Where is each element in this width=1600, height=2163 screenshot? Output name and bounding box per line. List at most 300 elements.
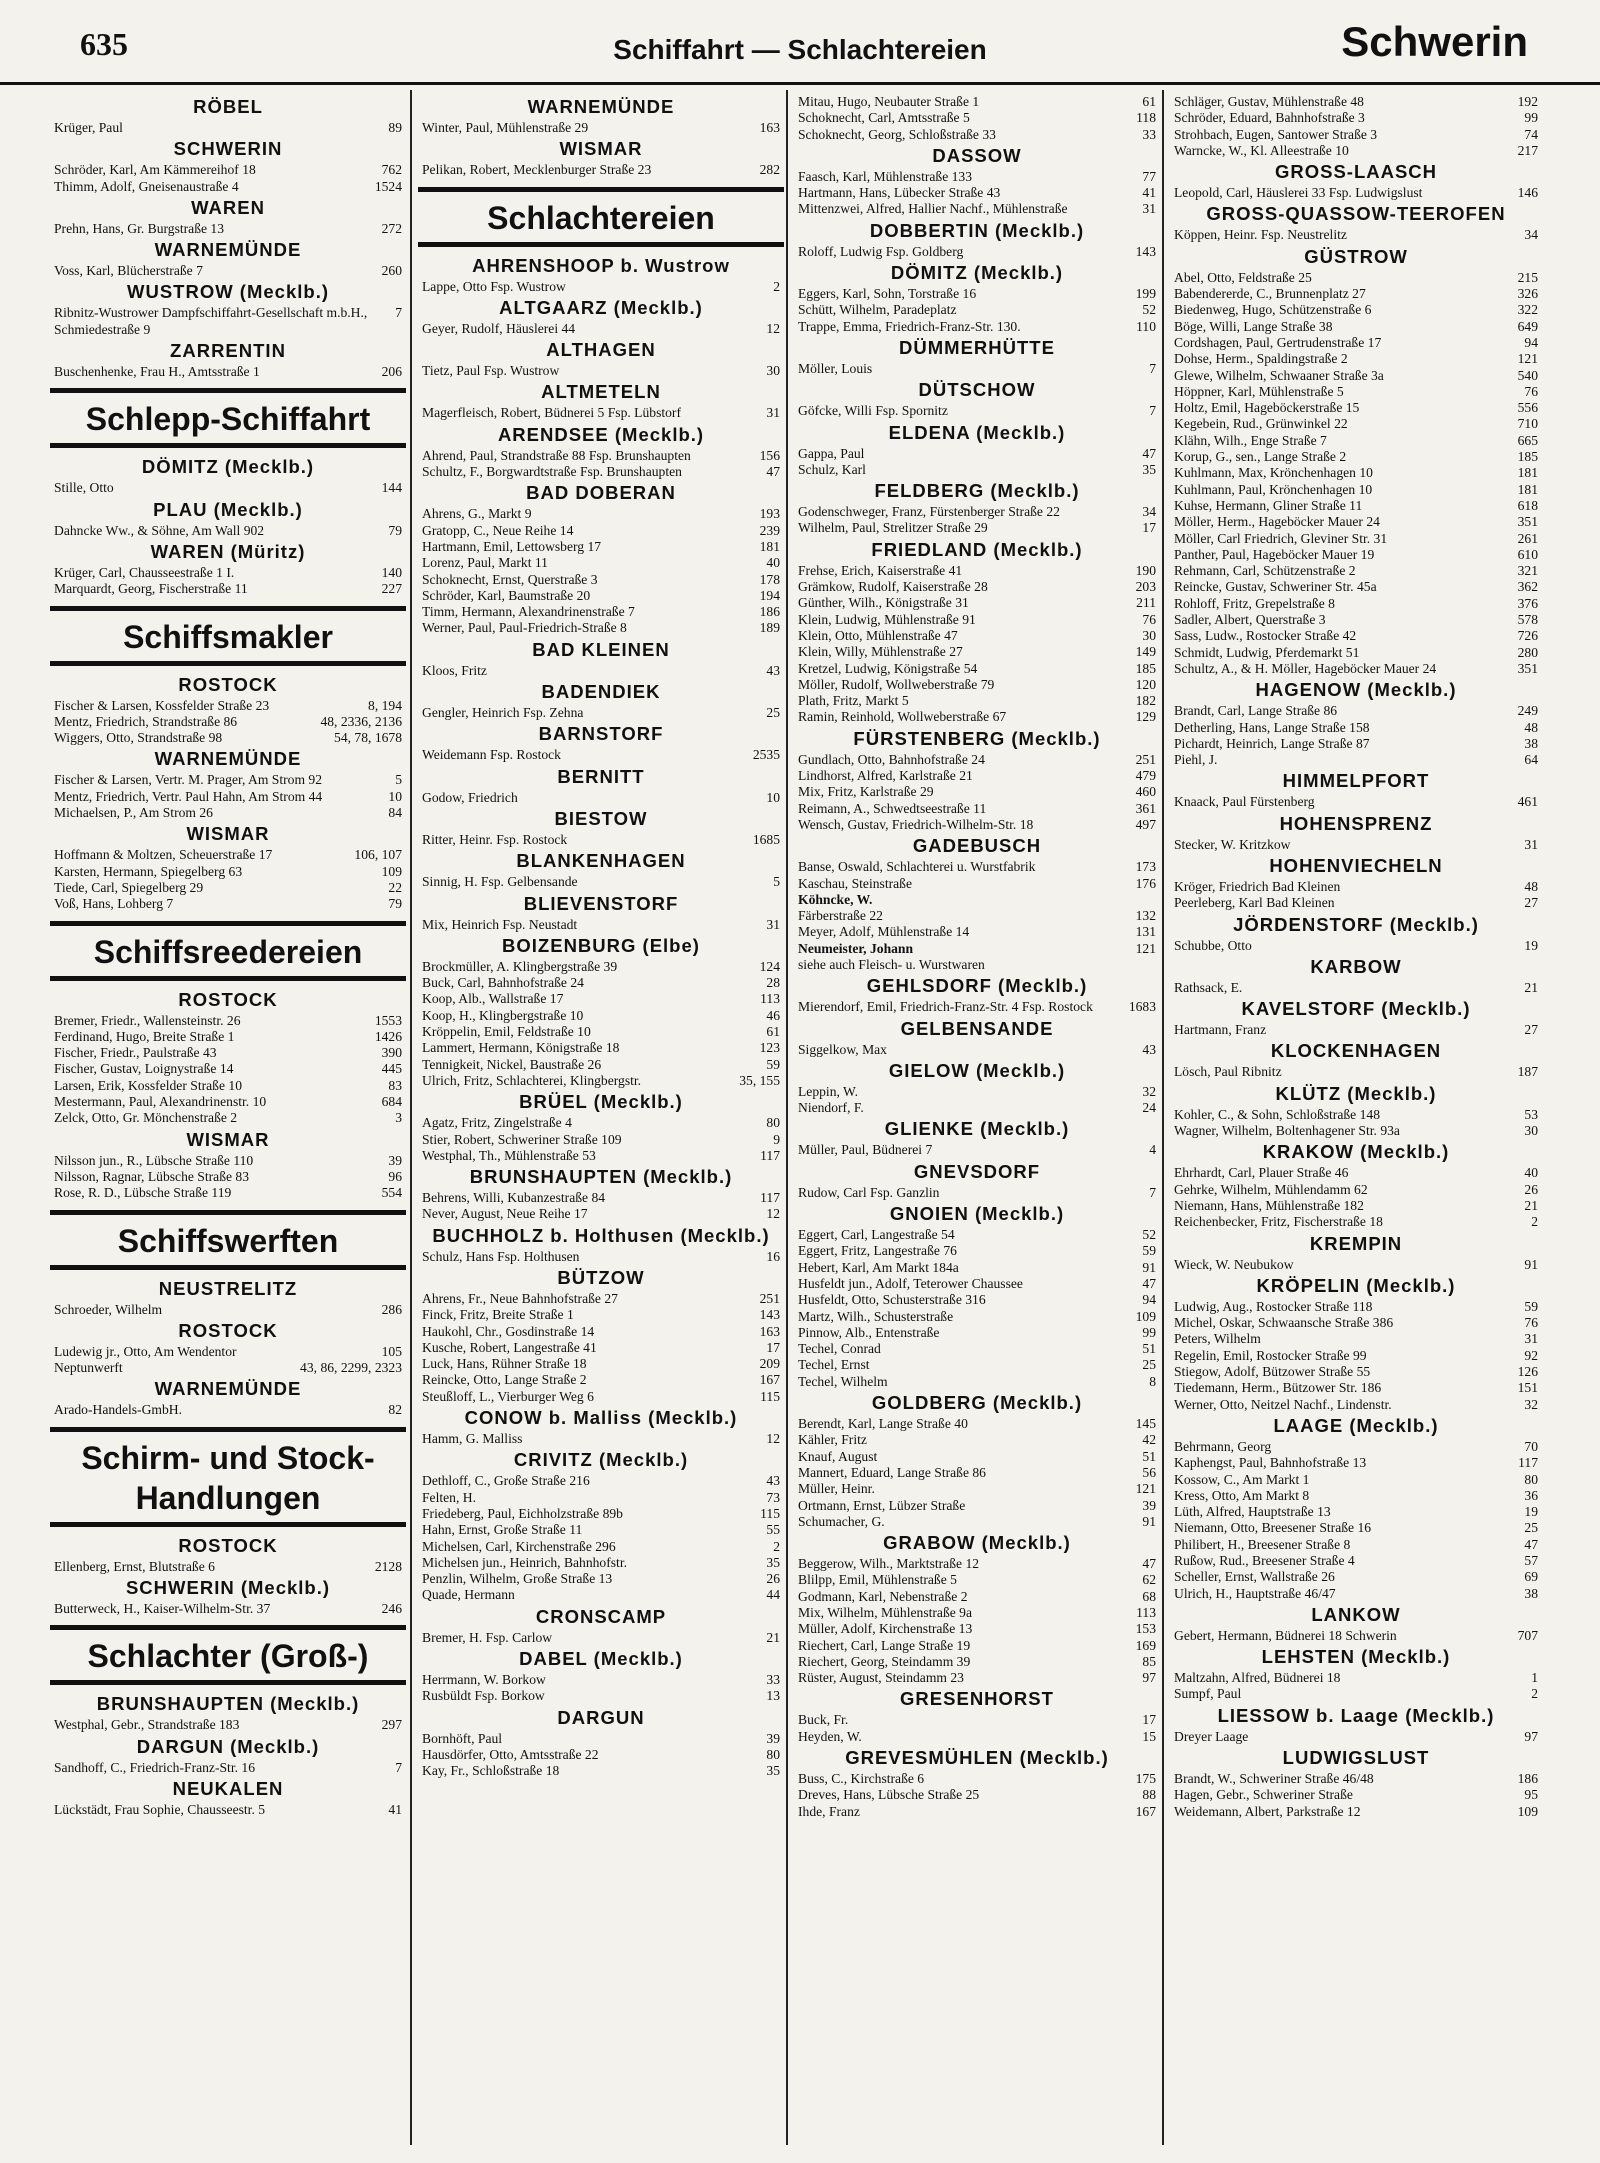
entry-name: Rehmann, Carl, Schützenstraße 2 (1174, 563, 1356, 579)
town-heading: GREVESMÜHLEN (Mecklb.) (845, 1747, 1109, 1769)
town-heading: GELBENSANDE (900, 1017, 1054, 1039)
entry-name: Werner, Otto, Neitzel Nachf., Lindenstr. (1174, 1396, 1392, 1412)
phone-number: 5 (395, 772, 402, 788)
listing-entry (422, 1057, 780, 1073)
phone-number: 73 (766, 1489, 780, 1505)
town-heading: BAD DOBERAN (526, 482, 676, 504)
listing-entry (422, 448, 780, 464)
listing-entry (1174, 612, 1538, 628)
phone-number: 140 (381, 564, 402, 580)
town-heading: BUCHHOLZ b. Holthusen (Mecklb.) (432, 1224, 770, 1246)
listing-entry (54, 1029, 402, 1045)
phone-number: 129 (1135, 709, 1156, 725)
town-heading: SCHWERIN (Mecklb.) (125, 1576, 331, 1598)
entry-name: Kähler, Fritz (798, 1432, 867, 1448)
phone-number: 181 (1517, 481, 1538, 497)
phone-number: 15 (1142, 1728, 1156, 1744)
entry-name: Rudow, Carl Fsp. Ganzlin (798, 1184, 940, 1200)
entry-name: Husfeldt jun., Adolf, Teterower Chaussee (798, 1275, 1023, 1291)
entry-name: Frehse, Erich, Kaiserstraße 41 (798, 562, 963, 578)
phone-number: 80 (766, 1115, 780, 1131)
listing-entry (422, 874, 780, 890)
phone-number: 43, 86, 2299, 2323 (300, 1360, 402, 1376)
entry-name: Tietz, Paul Fsp. Wustrow (422, 363, 560, 379)
entry-name: Steußloff, L., Vierburger Weg 6 (422, 1388, 594, 1404)
entry-name: Agatz, Fritz, Zingelstraße 4 (422, 1115, 572, 1131)
listing-entry (1174, 319, 1538, 335)
listing-entry (422, 1324, 780, 1340)
phone-number: 206 (381, 364, 402, 380)
listing-entry (798, 1556, 1156, 1572)
listing-entry (798, 1638, 1156, 1654)
phone-number: 95 (1524, 1787, 1538, 1803)
entry-name: Stille, Otto (54, 480, 114, 496)
phone-number: 39 (388, 1152, 402, 1168)
phone-number: 106, 107 (354, 847, 402, 863)
entry-name: Ihde, Franz (798, 1803, 860, 1819)
phone-number: 40 (766, 555, 780, 571)
listing-entry (1174, 1628, 1538, 1644)
listing-entry (798, 1432, 1156, 1448)
entry-name: Faasch, Karl, Mühlenstraße 133 (798, 168, 973, 184)
listing-entry (1174, 1455, 1538, 1471)
entry-name: Heyden, W. (798, 1728, 862, 1744)
listing-entry (422, 1389, 780, 1405)
listing-entry (54, 1760, 402, 1776)
phone-number: 19 (1524, 937, 1538, 953)
entry-name: Klein, Willy, Mühlenstraße 27 (798, 644, 963, 660)
town-heading: WARNEMÜNDE (154, 748, 302, 770)
listing-entry (798, 201, 1156, 217)
town-heading: WAREN (Müritz) (150, 540, 306, 562)
phone-number: 239 (759, 522, 780, 538)
listing-entry (798, 817, 1156, 833)
phone-number: 13 (766, 1688, 780, 1704)
phone-number: 181 (759, 538, 780, 554)
phone-number: 118 (1136, 110, 1156, 126)
entry-name: Stiegow, Adolf, Bützower Straße 55 (1174, 1364, 1371, 1380)
town-heading: NEUSTRELITZ (158, 1277, 298, 1299)
listing-entry (1174, 449, 1538, 465)
phone-number: 445 (381, 1061, 402, 1077)
town-heading: LANKOW (1311, 1603, 1401, 1625)
phone-number: 185 (1135, 660, 1156, 676)
entry-name: Gappa, Paul (798, 445, 865, 461)
town-heading: WARNEMÜNDE (154, 239, 302, 261)
listing-entry (422, 1522, 780, 1538)
entry-name: Ludwig, Aug., Rostocker Straße 118 (1174, 1298, 1373, 1314)
listing-entry (798, 661, 1156, 677)
phone-number: 7 (1149, 1184, 1156, 1200)
town-heading: GROSS-QUASSOW-TEEROFEN (1206, 203, 1506, 225)
phone-number: 144 (381, 480, 402, 496)
listing-entry (798, 1654, 1156, 1670)
listing-entry (1174, 1686, 1538, 1702)
listing-entry (1174, 1299, 1538, 1315)
phone-number: 94 (1524, 334, 1538, 350)
phone-number: 46 (766, 1007, 780, 1023)
entry-name: Lappe, Otto Fsp. Wustrow (422, 278, 566, 294)
listing-entry (1174, 482, 1538, 498)
entry-name: Sumpf, Paul (1174, 1686, 1242, 1702)
entry-name: Niemann, Hans, Mühlenstraße 182 (1174, 1197, 1364, 1213)
entry-name: Techel, Conrad (798, 1341, 881, 1357)
phone-number: 57 (1524, 1553, 1538, 1568)
entry-name: Klähn, Wilh., Enge Straße 7 (1174, 432, 1327, 448)
phone-number: 70 (1524, 1438, 1538, 1454)
entry-name: Weidemann, Albert, Parkstraße 12 (1174, 1803, 1361, 1819)
town-heading: LAAGE (Mecklb.) (1273, 1414, 1439, 1436)
phone-number: 9 (773, 1131, 780, 1147)
listing-entry (798, 1276, 1156, 1292)
phone-number: 22 (388, 879, 402, 895)
phone-number: 556 (1517, 400, 1538, 416)
town-heading: KRAKOW (Mecklb.) (1262, 1141, 1450, 1163)
listing-entry (422, 1506, 780, 1522)
listing-entry (1174, 384, 1538, 400)
listing-entry (798, 768, 1156, 784)
entry-name: Banse, Oswald, Schlachterei u. Wurstfabrik (798, 859, 1036, 875)
listing-entry (798, 1185, 1156, 1201)
entry-name: Strohbach, Eugen, Santower Straße 3 (1174, 126, 1378, 142)
entry-name: Eggers, Karl, Sohn, Torstraße 16 (798, 286, 977, 302)
entry-name: Siggelkow, Max (798, 1041, 887, 1057)
entry-name: Kaphengst, Paul, Bahnhofstraße 13 (1174, 1455, 1367, 1471)
entry-name: Niemann, Otto, Breesener Straße 16 (1174, 1520, 1372, 1536)
phone-number: 61 (766, 1024, 780, 1040)
listing-entry (1174, 1520, 1538, 1536)
phone-number: 91 (1142, 1513, 1156, 1529)
category-heading: Schlachter (Groß-) (50, 1625, 406, 1685)
phone-number: 178 (759, 571, 780, 587)
phone-number: 261 (1517, 530, 1538, 546)
listing-entry (422, 555, 780, 571)
listing-entry (798, 752, 1156, 768)
listing-entry (1174, 286, 1538, 302)
phone-number: 1 (1531, 1670, 1538, 1686)
listing-entry (422, 604, 780, 620)
entry-name: Glewe, Wilhelm, Schwaaner Straße 3a (1174, 367, 1384, 383)
entry-name: Rohloff, Fritz, Grepelstraße 8 (1174, 595, 1335, 611)
phone-number: 25 (1524, 1520, 1538, 1536)
phone-number: 64 (1524, 752, 1538, 768)
entry-name: Geyer, Rudolf, Häuslerei 44 (422, 320, 576, 336)
listing-entry (422, 1024, 780, 1040)
entry-name: Günther, Wilh., Königstraße 31 (798, 595, 969, 611)
listing-entry (422, 1249, 780, 1265)
phone-number: 1685 (752, 831, 780, 847)
entry-name: Wagner, Wilhelm, Boltenhagener Str. 93a (1174, 1123, 1400, 1139)
phone-number: 59 (1524, 1298, 1538, 1314)
listing-entry (54, 1344, 402, 1360)
town-heading: WISMAR (186, 823, 270, 845)
entry-name: Hartmann, Emil, Lettowsberg 17 (422, 538, 602, 554)
phone-number: 176 (1135, 875, 1156, 891)
town-heading: DÖMITZ (Mecklb.) (890, 262, 1064, 284)
entry-name: Schütt, Wilhelm, Paradeplatz (798, 302, 957, 318)
listing-entry (1174, 1064, 1538, 1080)
listing-entry (798, 127, 1156, 143)
entry-name: Brandt, W., Schweriner Straße 46/48 (1174, 1771, 1374, 1787)
phone-number: 85 (1142, 1653, 1156, 1669)
entry-name: Müller, Heinr. (798, 1481, 875, 1497)
entry-name: Rußow, Rud., Breesener Straße 4 (1174, 1553, 1355, 1568)
entry-name: Neumeister, Johann (798, 940, 914, 956)
listing-entry (798, 1260, 1156, 1276)
entry-name: Berendt, Karl, Lange Straße 40 (798, 1416, 968, 1432)
phone-number: 272 (381, 220, 402, 236)
phone-number: 25 (766, 705, 780, 721)
entry-name: Gebert, Hermann, Büdnerei 18 Schwerin (1174, 1627, 1397, 1643)
town-heading: GNEVSDORF (913, 1160, 1041, 1182)
phone-number: 38 (1524, 735, 1538, 751)
phone-number: 34 (1142, 504, 1156, 520)
entry-name: Ahrens, G., Markt 9 (422, 506, 532, 522)
listing-entry (1174, 1182, 1538, 1198)
listing-entry (422, 975, 780, 991)
listing-entry (798, 859, 1156, 875)
entry-name: Philibert, H., Breesener Straße 8 (1174, 1536, 1351, 1552)
entry-name: Buschenhenke, Frau H., Amtsstraße 1 (54, 364, 260, 380)
entry-name: Ehrhardt, Carl, Plauer Straße 46 (1174, 1165, 1349, 1181)
entry-name: Köhncke, W. (798, 891, 873, 907)
listing-entry (1174, 1771, 1538, 1787)
entry-name: Butterweck, H., Kaiser-Wilhelm-Str. 37 (54, 1600, 271, 1616)
category-heading: Schiffsreedereien (50, 921, 406, 981)
entry-name: Schröder, Eduard, Bahnhofstraße 3 (1174, 110, 1365, 126)
listing-entry (54, 772, 402, 788)
listing-entry (54, 179, 402, 195)
entry-name: Westphal, Gebr., Strandstraße 183 (54, 1717, 240, 1733)
entry-name: Koop, H., Klingbergstraße 10 (422, 1007, 584, 1023)
phone-number: 99 (1142, 1324, 1156, 1340)
listing-entry (798, 1243, 1156, 1259)
listing-entry (1174, 895, 1538, 911)
listing-entry (1174, 661, 1538, 677)
entry-name: Rathsack, E. (1174, 979, 1243, 995)
town-heading: NEUKALEN (172, 1777, 284, 1799)
entry-name: Sadler, Albert, Querstraße 3 (1174, 612, 1326, 628)
listing-entry (1174, 110, 1538, 126)
phone-number: 246 (381, 1600, 402, 1616)
entry-name: Holtz, Emil, Hageböckerstraße 15 (1174, 400, 1360, 416)
entry-name: Gengler, Heinrich Fsp. Zehna (422, 705, 584, 721)
town-heading: DÜTSCHOW (918, 379, 1036, 401)
listing-entry (1174, 1569, 1538, 1585)
listing-entry (798, 403, 1156, 419)
phone-number: 2 (1531, 1686, 1538, 1702)
listing-entry (54, 565, 402, 581)
listing-entry (798, 1042, 1156, 1058)
phone-number: 121 (1135, 940, 1156, 956)
phone-number: 124 (759, 958, 780, 974)
entry-name: Ritter, Heinr. Fsp. Rostock (422, 831, 568, 847)
town-heading: KLÜTZ (Mecklb.) (1275, 1082, 1437, 1104)
listing-entry (1174, 736, 1538, 752)
entry-name: Böge, Willi, Lange Straße 38 (1174, 318, 1333, 334)
phone-number: 109 (1135, 1308, 1156, 1324)
entry-name: Wiggers, Otto, Strandstraße 98 (54, 730, 223, 746)
phone-number: 3 (395, 1110, 402, 1126)
listing-entry (422, 1473, 780, 1489)
listing-entry (798, 957, 1156, 973)
entry-name: Leppin, W. (798, 1083, 859, 1099)
entry-name: Nilsson, Ragnar, Lübsche Straße 83 (54, 1168, 250, 1184)
listing-entry (1174, 1364, 1538, 1380)
phone-number: 217 (1517, 142, 1538, 158)
town-heading: KREMPIN (1309, 1232, 1403, 1254)
listing-entry (54, 864, 402, 880)
phone-number: 115 (760, 1388, 780, 1404)
entry-name: Meyer, Adolf, Mühlenstraße 14 (798, 924, 970, 940)
listing-entry (54, 730, 402, 746)
phone-number: 115 (760, 1505, 780, 1521)
entry-name: Scheller, Ernst, Wallstraße 26 (1174, 1569, 1335, 1585)
town-heading: GÜSTROW (1304, 245, 1408, 267)
phone-number: 52 (1142, 302, 1156, 318)
listing-entry (1174, 270, 1538, 286)
listing-entry (54, 1094, 402, 1110)
phone-number: 79 (388, 522, 402, 538)
listing-entry (422, 1372, 780, 1388)
listing-entry (1174, 1488, 1538, 1504)
phone-number: 2 (1531, 1214, 1538, 1230)
listing-entry (1174, 143, 1538, 159)
entry-name: Warncke, W., Kl. Alleestraße 10 (1174, 142, 1349, 158)
listing-entry (798, 1670, 1156, 1686)
phone-number: 167 (1135, 1803, 1156, 1819)
phone-number: 362 (1517, 579, 1538, 595)
town-heading: BADENDIEK (541, 681, 661, 703)
listing-entry (798, 520, 1156, 536)
phone-number: 186 (1517, 1771, 1538, 1787)
town-heading: BAD KLEINEN (532, 638, 670, 660)
phone-number: 215 (1517, 269, 1538, 285)
entry-name: Lorenz, Paul, Markt 11 (422, 555, 548, 571)
phone-number: 145 (1135, 1416, 1156, 1432)
phone-number: 175 (1135, 1771, 1156, 1787)
entry-name: Rose, R. D., Lübsche Straße 119 (54, 1185, 232, 1201)
phone-number: 32 (1524, 1396, 1538, 1412)
entry-name: Kress, Otto, Am Markt 8 (1174, 1487, 1310, 1503)
listing-entry (422, 523, 780, 539)
listing-entry (798, 1771, 1156, 1787)
town-heading: AHRENSHOOP b. Wustrow (472, 254, 730, 276)
listing-entry (1174, 1123, 1538, 1139)
listing-entry (54, 1013, 402, 1029)
town-heading: HOHENSPRENZ (1279, 812, 1433, 834)
entry-name: Möller, Carl Friedrich, Gleviner Str. 31 (1174, 530, 1388, 546)
entry-name: Reincke, Gustav, Schweriner Str. 45a (1174, 579, 1377, 595)
entry-name: Westphal, Th., Mühlenstraße 53 (422, 1147, 596, 1163)
entry-name: Schmidt, Ludwig, Pferdemarkt 51 (1174, 644, 1360, 660)
town-heading: KLOCKENHAGEN (1270, 1040, 1442, 1062)
phone-number: 187 (1517, 1064, 1538, 1080)
listing-entry (1174, 1586, 1538, 1602)
entry-name: Ribnitz-Wustrower Dampfschiffahrt-Gesellschaft m.b.H., Schmiedestraße 9 (54, 305, 368, 337)
listing-entry (1174, 579, 1538, 595)
entry-name: Techel, Wilhelm (798, 1373, 888, 1389)
town-heading: BRUNSHAUPTEN (Mecklb.) (469, 1166, 733, 1188)
entry-name: Wilhelm, Paul, Strelitzer Straße 29 (798, 520, 988, 536)
town-heading: GADEBUSCH (912, 835, 1042, 857)
phone-number: 43 (766, 1473, 780, 1489)
entry-name: Korup, G., sen., Lange Straße 2 (1174, 449, 1347, 465)
entry-name: Schumacher, G. (798, 1513, 885, 1529)
town-heading: LUDWIGSLUST (1282, 1747, 1430, 1769)
phone-number: 69 (1524, 1569, 1538, 1585)
entry-name: Gratopp, C., Neue Reihe 14 (422, 522, 574, 538)
town-heading: BRUNSHAUPTEN (Mecklb.) (96, 1693, 360, 1715)
entry-name: Quade, Hermann (422, 1587, 515, 1603)
listing-entry (54, 1061, 402, 1077)
phone-number: 109 (381, 863, 402, 879)
town-heading: ALTHAGEN (546, 339, 656, 361)
entry-name: Stecker, W. Kritzkow (1174, 836, 1291, 852)
listing-entry (422, 1040, 780, 1056)
entry-name: Kretzel, Ludwig, Königstraße 54 (798, 660, 978, 676)
listing-entry (798, 612, 1156, 628)
entry-name: Finck, Fritz, Breite Straße 1 (422, 1307, 574, 1323)
listing-entry (798, 1712, 1156, 1728)
listing-entry (798, 595, 1156, 611)
running-title: Schiffahrt — Schlachtereien (613, 34, 987, 65)
phone-number: 192 (1517, 94, 1538, 109)
entry-name: Schubbe, Otto (1174, 937, 1252, 953)
phone-number: 68 (1142, 1588, 1156, 1604)
listing-entry (798, 1481, 1156, 1497)
entry-name: Knauf, August (798, 1448, 878, 1464)
listing-entry (798, 1325, 1156, 1341)
phone-number: 52 (1142, 1227, 1156, 1243)
listing-entry (1174, 1472, 1538, 1488)
phone-number: 351 (1517, 514, 1538, 530)
entry-name: Bremer, H. Fsp. Carlow (422, 1629, 553, 1645)
listing-entry (54, 896, 402, 912)
phone-number: 121 (1517, 351, 1538, 367)
listing-entry (798, 628, 1156, 644)
listing-entry (422, 120, 780, 136)
phone-number: 97 (1524, 1728, 1538, 1744)
town-heading: LEHSTEN (Mecklb.) (1261, 1646, 1451, 1668)
phone-number: 479 (1135, 768, 1156, 784)
entry-name: Dethloff, C., Große Straße 216 (422, 1473, 590, 1489)
phone-number: 42 (1142, 1432, 1156, 1448)
phone-number: 55 (766, 1522, 780, 1538)
phone-number: 186 (759, 604, 780, 620)
entry-name: Lüth, Alfred, Hauptstraße 13 (1174, 1504, 1331, 1520)
entry-name: Mix, Heinrich Fsp. Neustadt (422, 916, 578, 932)
listing-entry (422, 1672, 780, 1688)
town-heading: ROSTOCK (178, 988, 278, 1010)
listing-entry (1174, 837, 1538, 853)
listing-entry (54, 581, 402, 597)
listing-entry (422, 1731, 780, 1747)
entry-name: Schröder, Karl, Baumstraße 20 (422, 587, 591, 603)
phone-number: 167 (759, 1372, 780, 1388)
listing-entry (1174, 465, 1538, 481)
listing-entry (798, 169, 1156, 185)
phone-number: 76 (1142, 611, 1156, 627)
listing-entry (1174, 1537, 1538, 1553)
listing-entry (422, 572, 780, 588)
entry-name: Eggert, Carl, Langestraße 54 (798, 1227, 955, 1243)
phone-number: 132 (1135, 908, 1156, 924)
listing-entry (1174, 1553, 1538, 1569)
town-heading: GOLDBERG (Mecklb.) (871, 1392, 1083, 1414)
entry-name: Reichenbecker, Fritz, Fischerstraße 18 (1174, 1214, 1383, 1230)
town-heading: ZARRENTIN (170, 340, 286, 362)
